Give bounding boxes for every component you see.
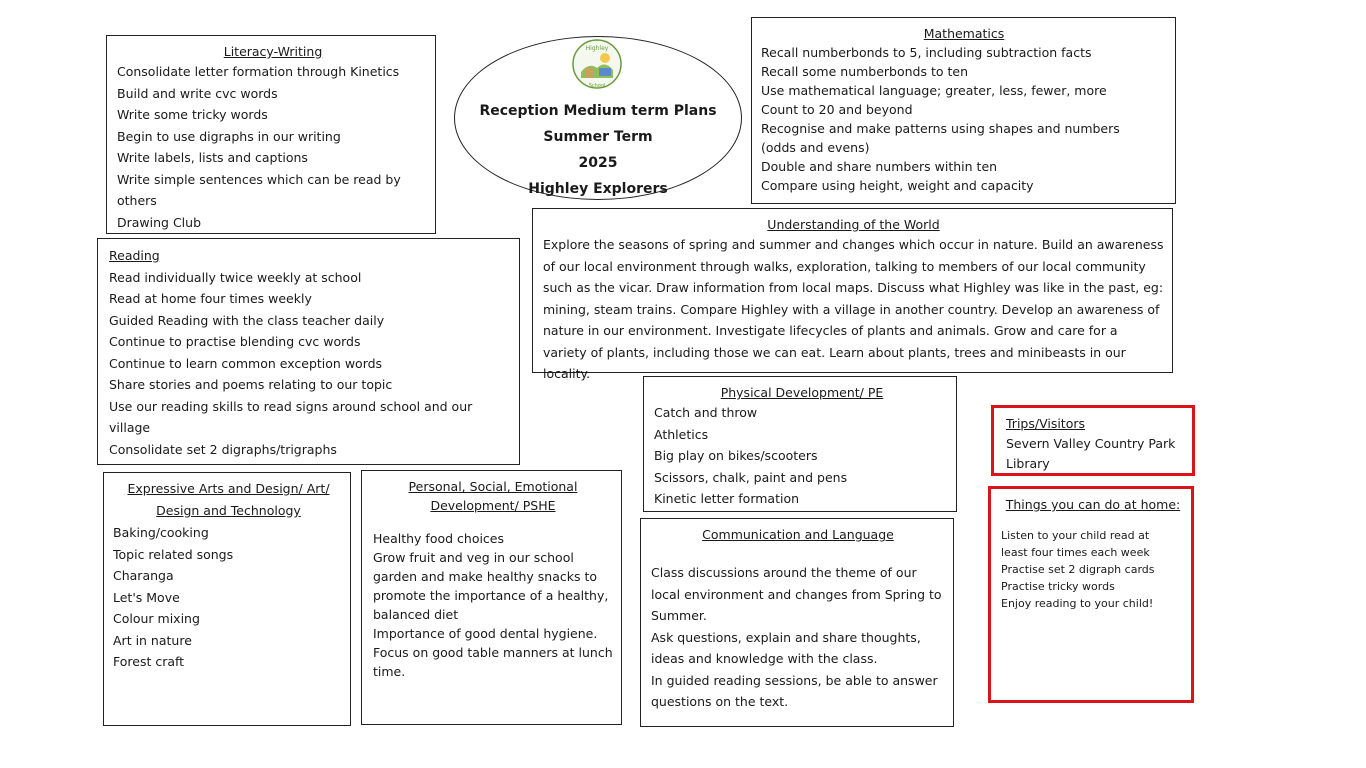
communication-item: Class discussions around the theme of our local environment and changes from Spring to Summer. [651, 565, 942, 623]
literacy-item: Drawing Club [117, 214, 202, 230]
reading-title: Reading [109, 248, 160, 263]
trips-title: Trips/Visitors [1006, 416, 1086, 431]
physical-box [643, 376, 957, 512]
literacy-item: Build and write cvc words [117, 85, 278, 101]
home-item: Practise set 2 digraph cards [1001, 563, 1155, 576]
home-item: Listen to your child read at least four times each week [1001, 529, 1150, 559]
maths-title: Mathematics [923, 26, 1005, 41]
world-body: Explore the seasons of spring and summer and changes which occur in nature. Build an awareness of our local environment through walks, exploration, talking to members of our local community such as the vicar. Draw information from local maps. Discuss what Highley was like in the past, eg: mining, steam trains. Compare Highley with a village in another country. Develop an awareness of nature in our environment. Investigate lifecycles of plants and animals. Grow and care for a variety of plants, including those we can eat. Learn about plants, trees and minibeasts in our locality. [543, 237, 1164, 381]
reading-item: Use our reading skills to read signs around school and our village [109, 398, 473, 435]
school-logo [571, 38, 623, 90]
header-line-1: Reception Medium term Plans [479, 103, 717, 119]
trips-item: Severn Valley Country Park [1006, 436, 1176, 451]
arts-item: Let's Move [113, 589, 180, 605]
home-item: Enjoy reading to your child! [1001, 597, 1154, 610]
literacy-title: Literacy-Writing [223, 44, 323, 59]
physical-item: Catch and throw [654, 405, 758, 420]
home-item: Practise tricky words [1001, 580, 1115, 593]
pshe-box [361, 470, 622, 725]
reading-item: Continue to learn common exception words [109, 355, 383, 371]
pshe-item: Importance of good dental hygiene. [373, 626, 598, 641]
arts-item: Colour mixing [113, 611, 200, 626]
world-box [532, 208, 1173, 381]
physical-item: Kinetic letter formation [654, 491, 800, 506]
maths-item: Recognise and make patterns using shapes and numbers (odds and evens) [761, 121, 1120, 155]
reading-item: Guided Reading with the class teacher daily [109, 312, 385, 328]
reading-item: Consolidate set 2 digraphs/trigraphs [109, 441, 337, 457]
reading-item: Share stories and poems relating to our topic [109, 377, 393, 392]
maths-item: Use mathematical language; greater, less, fewer, more [761, 83, 1107, 98]
home-title: Things you can do at home: [1005, 497, 1181, 512]
maths-item: Compare using height, weight and capacity [761, 178, 1034, 193]
pshe-title: Personal, Social, Emotional Development/ PSHE [408, 479, 578, 513]
communication-box [640, 518, 954, 727]
arts-item: Art in nature [113, 632, 192, 648]
pshe-item: Healthy food choices [373, 531, 505, 546]
communication-item: In guided reading sessions, be able to answer questions on the text. [651, 672, 938, 709]
arts-item: Forest craft [113, 654, 185, 669]
literacy-item: Begin to use digraphs in our writing [117, 128, 341, 144]
communication-item: Ask questions, explain and share thoughts, ideas and knowledge with the class. [651, 629, 921, 666]
physical-title: Physical Development/ PE [720, 385, 884, 400]
home-box [988, 486, 1194, 703]
maths-item: Count to 20 and beyond [761, 102, 913, 117]
literacy-item: Write labels, lists and captions [117, 150, 308, 165]
arts-box [103, 472, 351, 726]
reading-box [97, 238, 520, 465]
maths-item: Recall numberbonds to 5, including subtraction facts [761, 45, 1092, 60]
maths-item: Recall some numberbonds to ten [761, 64, 969, 79]
pshe-item: Grow fruit and veg in our school garden and make healthy snacks to promote the importance of a healthy, balanced diet [373, 550, 609, 622]
header-line-3: 2025 [578, 155, 618, 171]
physical-item: Big play on bikes/scooters [654, 448, 818, 463]
logo-top-text: Highley [585, 45, 609, 52]
maths-item: Double and share numbers within ten [761, 159, 998, 174]
communication-title: Communication and Language [702, 527, 894, 542]
pshe-item: Focus on good table manners at lunch time. [373, 645, 613, 679]
arts-item: Baking/cooking [113, 525, 209, 540]
maths-box [751, 17, 1176, 204]
header-line-4: Highley Explorers [528, 181, 668, 197]
reading-item: Continue to practise blending cvc words [109, 334, 361, 349]
trips-box [991, 405, 1195, 476]
reading-item: Read at home four times weekly [109, 291, 312, 306]
literacy-item: Write simple sentences which can be read by others [117, 171, 401, 208]
header-title [454, 98, 742, 202]
header-line-2: Summer Term [543, 129, 653, 145]
literacy-item: Write some tricky words [117, 107, 268, 122]
arts-item: Charanga [113, 568, 174, 583]
arts-title: Expressive Arts and Design/ Art/ Design and Technology [127, 481, 330, 518]
arts-item: Topic related songs [113, 546, 234, 562]
literacy-item: Consolidate letter formation through Kinetics [117, 64, 400, 79]
world-title: Understanding of the World [767, 217, 940, 232]
trips-item: Library [1006, 456, 1050, 471]
reading-item: Read individually twice weekly at school [109, 269, 362, 285]
logo-bottom-text: School [588, 83, 606, 89]
physical-item: Scissors, chalk, paint and pens [654, 469, 848, 485]
literacy-box [106, 35, 436, 234]
physical-item: Athletics [654, 426, 709, 442]
